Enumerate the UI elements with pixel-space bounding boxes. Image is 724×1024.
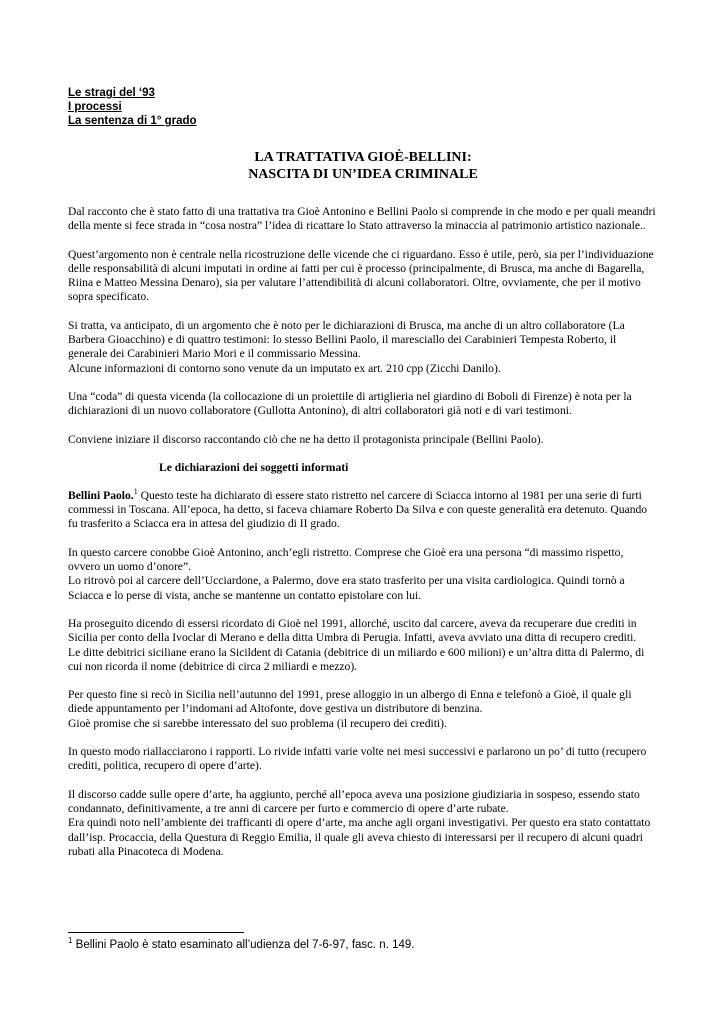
title-line-1: LA TRATTATIVA GIOÈ-BELLINI: xyxy=(254,150,472,165)
paragraph-6: Bellini Paolo.$^1$ Questo teste ha dichiarato di essere stato ristretto nel carcere di Sciacca intorno al 1981 per una serie di furti commessi in Toscana. All’epoca, ha detto, si faceva chiamare Roberto Da Silva e con queste generalità era detenuto. Quando fu trasferito a Sciacca era in attesa del giudizio di II grado. xyxy=(68,487,648,531)
paragraph-11: Il discorso cadde sulle opere d’arte, ha aggiunto, perché all’epoca aveva una posizione giudiziaria in sospeso, essendo stato condannato, definitivamente, a tre anni di carcere per furto e commercio di opere d’arte rubate. Era quindi noto nell’ambiente dei trafficanti di opere d’arte, ma anche agli organi investigativi. Per questo era stato contattato dall’isp. Procaccia, della Questura di Reggio Emilia, il quale gli aveva chiesto di interessarsi per il recupero di alcuni quadri rubati alla Pinacoteca di Modena. xyxy=(68,787,651,858)
footnote-text: Bellini Paolo è stato esaminato all’udienza del 7-6-97, fasc. n. 149. xyxy=(72,939,415,951)
header-line-2: I processi xyxy=(68,101,122,113)
footnote-ref: 1 xyxy=(133,487,138,496)
paragraph-9: Per questo fine si recò in Sicilia nell’autunno del 1991, prese alloggio in un albergo di Enna e telefonò a Gioè, il quale gli diede appuntamento per l’indomani ad Altofonte, dove gestiva un distributore di benzina. Gioè promise che si sarebbe interessato del suo problema (il recupero dei crediti). xyxy=(68,688,632,730)
paragraph-7: In questo carcere conobbe Gioè Antonino, anch’egli ristretto. Comprese che Gioè era una persona “di massimo rispetto, ovvero un uomo d’onore”. Lo ritrovò poi al carcere dell’Ucciardone, a Palermo, dove era stato trasferito per una visita cardiologica. Quindi tornò a Sciacca e lo perse di vista, anche se mantenne un contatto epistolare con lui. xyxy=(68,545,625,602)
paragraph-1: Dal racconto che è stato fatto di una trattativa tra Gioè Antonino e Bellini Paolo si comprende in che modo e per quali meandri della mente si fece strada in “cosa nostra” l’idea di ricattare lo Stato attraverso la minaccia al patrimonio artistico nazionale.. xyxy=(68,205,656,233)
paragraph-3: Si tratta, va anticipato, di un argomento che è noto per le dichiarazioni di Brusca, ma anche di un altro collaboratore (La Barbera Gioacchino) e di quattro testimoni: lo stesso Bellini Paolo, il maresciallo dei Carabinieri Tempesta Roberto, il generale dei Carabinieri Mario Mori e il commissario Messina. Alcune informazioni di contorno sono venute da un imputato ex art. 210 cpp (Zicchi Danilo). xyxy=(68,318,625,375)
document-header xyxy=(68,86,658,128)
footnote-number: 1 xyxy=(68,936,73,946)
footnote-divider xyxy=(68,932,244,933)
chapter-title xyxy=(68,149,658,183)
paragraph-5: Conviene iniziare il discorso raccontando ciò che ne ha detto il protagonista principale (Bellini Paolo). xyxy=(68,432,544,446)
witness-name: Bellini Paolo. xyxy=(68,488,134,502)
paragraph-8: Ha proseguito dicendo di essersi ricordato di Gioè nel 1991, allorché, uscito dal carcere, aveva da recuperare due crediti in Sicilia per conto della Ivoclar di Merano e della ditta Umbra di Perugia. Infatti, aveva avviato una ditta di recupero crediti. Le ditte debitrici siciliane erano la Sicildent di Catania (debitrice di un miliardo e 600 milioni) e un’altra ditta di Palermo, di cui non ricorda il nome (debitrice di circa 2 miliardi e mezzo). xyxy=(68,616,645,673)
title-line-2: NASCITA DI UN’IDEA CRIMINALE xyxy=(248,167,478,182)
paragraph-10: In questo modo riallacciarono i rapporti. Lo rivide infatti varie volte nei mesi successivi e parlarono un po’ di tutto (recupero crediti, politica, recupero di opere d’arte). xyxy=(68,745,647,773)
paragraph-2: Quest’argomento non è centrale nella ricostruzione delle vicende che ci riguardano. Esso è utile, però, sia per l’individuazione delle responsabilità di alcuni imputati in ordine ai fatti per cui è processo (principalmente, di Brusca, ma anche di Bagarella, Riina e Matteo Messina Denaro), sia per valutare l’attendibilità di alcuni collaboratori. Oltre, ovviamente, che per il motivo sopra specificato. xyxy=(68,247,654,304)
footnote xyxy=(68,938,414,952)
document-page xyxy=(68,86,658,859)
section-heading: Le dichiarazioni dei soggetti informati xyxy=(159,460,349,474)
header-line-1: Le stragi del ‘93 xyxy=(68,87,155,99)
paragraph-4: Una “coda” di questa vicenda (la collocazione di un proiettile di artiglieria nel giardino di Boboli di Firenze) è nota per la dichiarazioni di un nuovo collaboratore (Gullotta Antonino), di altri collaboratori già noti e di vari testimoni. xyxy=(68,389,632,418)
header-line-3: La sentenza di 1° grado xyxy=(68,115,197,127)
